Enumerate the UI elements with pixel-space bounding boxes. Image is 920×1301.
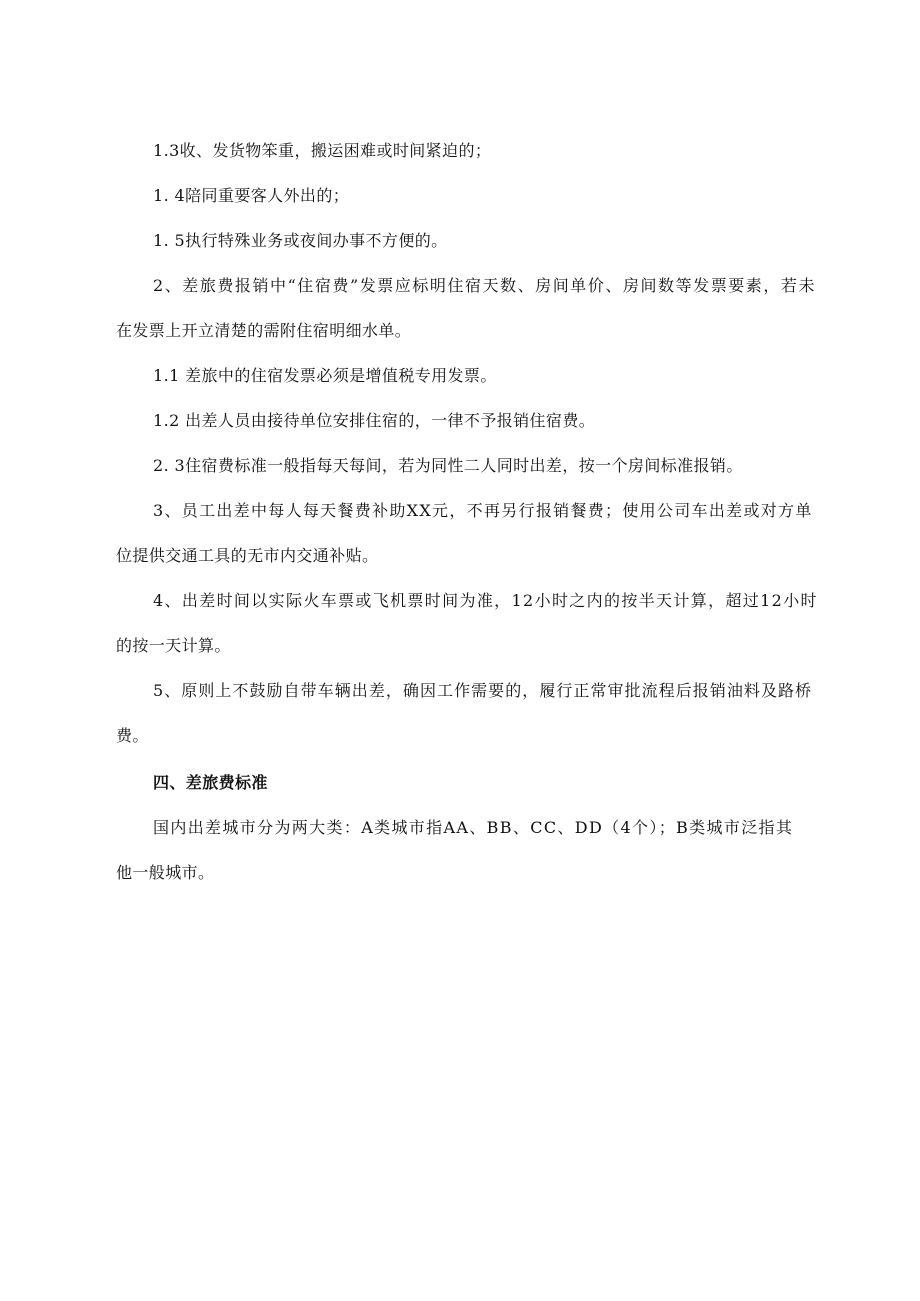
paragraph-3-line-1: 3、员工出差中每人每天餐费补助XX元，不再另行报销餐费；使用公司车出差或对方单 <box>153 501 813 520</box>
item-1-5: 1. 5执行特殊业务或夜间办事不方便的。 <box>153 231 448 250</box>
section-paragraph-line-2: 他一般城市。 <box>116 863 215 882</box>
item-1-3: 1.3收、发货物笨重，搬运困难或时间紧迫的； <box>153 141 492 160</box>
section-paragraph-line-1: 国内出差城市分为两大类：A类城市指AA、BB、CC、DD（4个）；B类城市泛指其 <box>153 818 794 837</box>
paragraph-4-line-1: 4、出差时间以实际火车票或飞机票时间为准，12小时之内的按半天计算，超过12小时 <box>153 591 818 610</box>
paragraph-2-line-2: 在发票上开立清楚的需附住宿明细水单。 <box>116 321 412 340</box>
paragraph-5-line-1: 5、原则上不鼓励自带车辆出差，确因工作需要的，履行正常审批流程后报销油料及路桥 <box>153 681 813 700</box>
item-2-2: 1.2 出差人员由接待单位安排住宿的，一律不予报销住宿费。 <box>153 411 596 430</box>
paragraph-3-line-2: 位提供交通工具的无市内交通补贴。 <box>116 546 379 565</box>
section-heading: 四、差旅费标准 <box>153 773 268 792</box>
item-2-1: 1.1 差旅中的住宿发票必须是增值税专用发票。 <box>153 366 497 385</box>
paragraph-2-line-1: 2、差旅费报销中“住宿费”发票应标明住宿天数、房间单价、房间数等发票要素，若未 <box>153 276 816 295</box>
paragraph-4-line-2: 的按一天计算。 <box>116 636 231 655</box>
item-2-3: 2. 3住宿费标准一般指每天每间，若为同性二人同时出差，按一个房间标准报销。 <box>153 456 743 475</box>
paragraph-5-line-2: 费。 <box>116 726 149 745</box>
item-1-4: 1. 4陪同重要客人外出的； <box>153 186 350 205</box>
